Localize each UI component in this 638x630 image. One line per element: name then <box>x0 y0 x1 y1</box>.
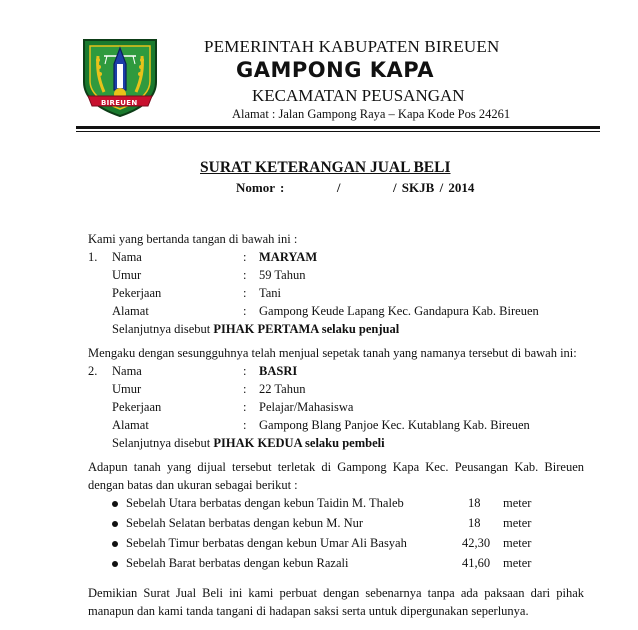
boundary-item <box>112 516 542 532</box>
first-party-name-colon: : <box>243 250 247 264</box>
second-party-designation-prefix: Selanjutnya disebut <box>112 436 214 450</box>
first-party-name-label: Nama <box>112 250 142 264</box>
document-number: Nomor : / / SKJB / 2014 <box>236 180 475 195</box>
land-description-line1: Adapun tanah yang dijual tersebut terletak di Gampong Kapa Kec. Peusangan Kab. Bireuen <box>88 460 584 474</box>
second-party-name-colon: : <box>243 364 247 378</box>
boundary-size: 41,60 <box>462 556 491 570</box>
closing-line2: manapun dan kami tanda tangani di hadapan saksi serta untuk dipergunakan seperlunya. <box>88 604 529 618</box>
letterhead-thin-rule <box>76 131 600 132</box>
second-party-index: 2. <box>88 364 98 378</box>
boundary-text: Sebelah Timur berbatas dengan kebun Umar Ali Basyah <box>126 536 407 550</box>
first-party-index: 1. <box>88 250 98 264</box>
bullet-icon <box>112 541 118 547</box>
letterhead-thick-rule <box>76 126 600 129</box>
second-party-job-colon: : <box>243 400 247 414</box>
boundary-unit: meter <box>503 556 532 570</box>
first-party-address-colon: : <box>243 304 247 318</box>
boundary-size: 42,30 <box>462 536 491 550</box>
second-party-job-value: Pelajar/Mahasiswa <box>259 400 354 414</box>
first-party-job-colon: : <box>243 286 247 300</box>
second-party-designation <box>112 436 385 451</box>
second-party-job-label: Pekerjaan <box>112 400 162 414</box>
second-party-address-label: Alamat <box>112 418 149 432</box>
second-party-address-value: Gampong Blang Panjoe Kec. Kutablang Kab. Bireuen <box>259 418 530 432</box>
first-party-job-value: Tani <box>259 286 282 300</box>
first-party-age-value: 59 Tahun <box>259 268 306 282</box>
boundary-item <box>112 496 542 512</box>
first-party-age-label: Umur <box>112 268 142 282</box>
intro-text: Kami yang bertanda tangan di bawah ini : <box>88 232 298 246</box>
government-name: PEMERINTAH KABUPATEN BIREUEN <box>204 37 500 56</box>
bullet-icon <box>112 561 118 567</box>
document-title: SURAT KETERANGAN JUAL BELI <box>200 159 451 176</box>
first-party-age-colon: : <box>243 268 247 282</box>
second-party-name-value: BASRI <box>259 364 298 378</box>
first-party-address-value: Gampong Keude Lapang Kec. Gandapura Kab. Bireuen <box>259 304 539 318</box>
boundary-item <box>112 556 542 572</box>
boundary-unit: meter <box>503 536 532 550</box>
second-party-name-label: Nama <box>112 364 142 378</box>
second-party-age-colon: : <box>243 382 247 396</box>
boundary-text: Sebelah Selatan berbatas dengan kebun M. Nur <box>126 516 364 530</box>
second-party-designation-role: PIHAK KEDUA selaku pembeli <box>213 436 385 450</box>
boundary-size: 18 <box>468 496 481 510</box>
emblem-ribbon-label: BIREUEN <box>101 99 138 107</box>
boundary-unit: meter <box>503 496 532 510</box>
second-party-age-value: 22 Tahun <box>259 382 306 396</box>
second-party-address-colon: : <box>243 418 247 432</box>
first-party-designation-role: PIHAK PERTAMA selaku penjual <box>213 322 400 336</box>
first-party-job-label: Pekerjaan <box>112 286 162 300</box>
first-party-name-value: MARYAM <box>259 250 318 264</box>
first-party-designation <box>112 322 399 337</box>
second-party-age-label: Umur <box>112 382 142 396</box>
district-name: KECAMATAN PEUSANGAN <box>252 86 465 105</box>
boundary-text: Sebelah Barat berbatas dengan kebun Razali <box>126 556 349 570</box>
bullet-icon <box>112 501 118 507</box>
village-name: GAMPONG KAPA <box>236 58 434 82</box>
boundary-item <box>112 536 542 552</box>
land-description-line2: dengan batas dan ukuran sebagai berikut : <box>88 478 298 492</box>
closing-line1: Demikian Surat Jual Beli ini kami perbuat dengan sebenarnya tanpa ada paksaan dari pihak <box>88 586 584 600</box>
boundary-text: Sebelah Utara berbatas dengan kebun Taidin M. Thaleb <box>126 496 404 510</box>
bullet-icon <box>112 521 118 527</box>
boundary-unit: meter <box>503 516 532 530</box>
office-address: Alamat : Jalan Gampong Raya – Kapa Kode Pos 24261 <box>232 107 511 121</box>
first-party-address-label: Alamat <box>112 304 149 318</box>
boundary-size: 18 <box>468 516 481 530</box>
sale-statement: Mengaku dengan sesungguhnya telah menjual sepetak tanah yang namanya tersebut di bawah ini: <box>88 346 577 360</box>
first-party-designation-prefix: Selanjutnya disebut <box>112 322 214 336</box>
